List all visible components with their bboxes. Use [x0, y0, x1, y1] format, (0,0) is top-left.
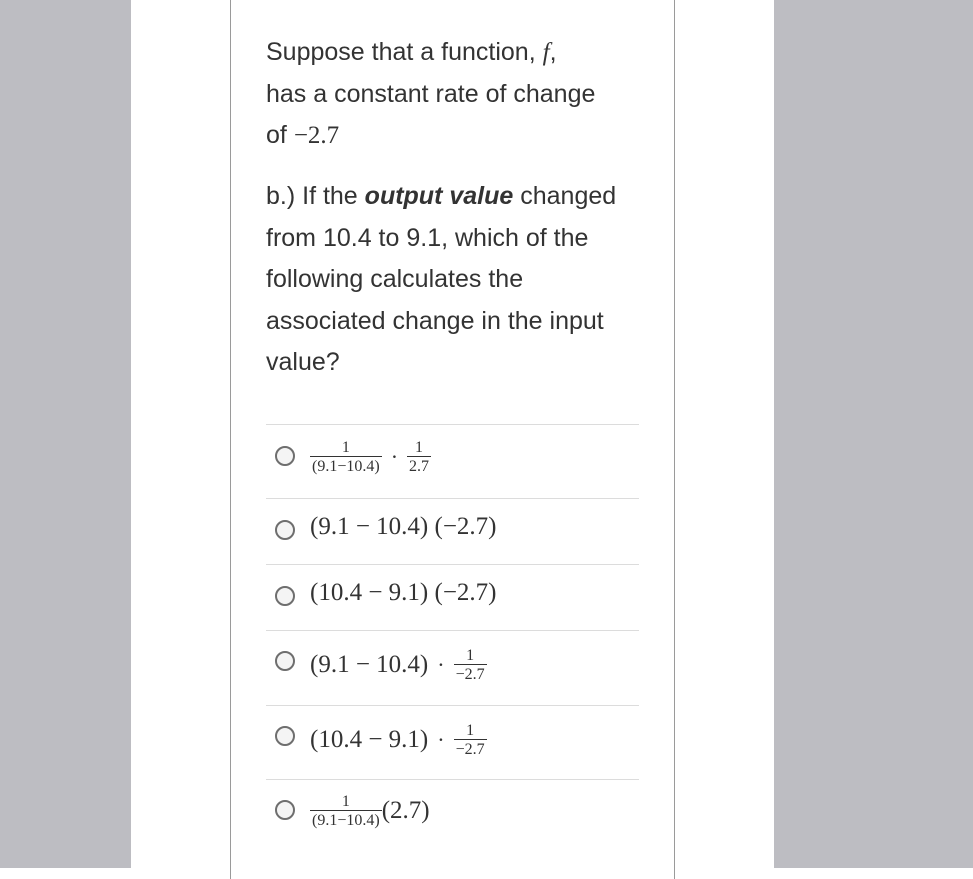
answer-option-5[interactable]: [266, 705, 639, 779]
left-gray-margin: [0, 0, 131, 868]
radio-button-6[interactable]: [275, 800, 295, 820]
stem-line-3: of −2.7: [266, 121, 340, 149]
option-4-fraction: $\frac{1}{-2.7}$: [455, 647, 485, 683]
stem-line-2: has a constant rate of change: [266, 79, 596, 108]
function-symbol: f: [542, 39, 550, 66]
option-6-expression: $\frac{1}{(9.1-10.4)}$ (2.7): [312, 793, 430, 829]
stem-line-1: Suppose that a function, f,: [266, 38, 557, 66]
option-5-fraction: $\frac{1}{-2.7}$: [455, 722, 485, 758]
right-gray-margin: [774, 0, 973, 868]
rate-value: −2.7: [293, 122, 340, 149]
option-4-expression: (9.1 − 10.4) · $\frac{1}{-2.7}$: [310, 647, 485, 683]
part-b-line-1: b.) If the output value changed: [266, 182, 617, 210]
answer-options: [266, 424, 639, 850]
part-b-line-4: associated change in the input: [266, 306, 604, 335]
option-1-expression: $\frac{1}{(9.1-10.4)}$ · $\frac{1}{2.7}$: [312, 439, 430, 475]
option-1-fraction-a: $\frac{1}{(9.1-10.4)}$: [312, 439, 380, 475]
part-b-line-2: from 10.4 to 9.1, which of the: [266, 223, 589, 252]
option-3-expression: (10.4 − 9.1) (−2.7): [310, 579, 497, 606]
option-6-fraction: $\frac{1}{(9.1-10.4)}$: [312, 793, 380, 829]
radio-button-1[interactable]: [275, 446, 295, 466]
part-b-line-5: value?: [266, 348, 340, 376]
question-stem: [266, 32, 646, 157]
option-1-fraction-b: $\frac{1}{2.7}$: [409, 439, 430, 475]
answer-option-1[interactable]: [266, 424, 639, 498]
answer-option-2[interactable]: [266, 498, 639, 564]
radio-button-4[interactable]: [275, 651, 295, 671]
answer-option-6[interactable]: [266, 779, 639, 850]
radio-button-3[interactable]: [275, 586, 295, 606]
answer-option-4[interactable]: [266, 630, 639, 705]
output-value-emphasis: output value: [364, 182, 514, 210]
radio-button-5[interactable]: [275, 726, 295, 746]
part-b-line-3: following calculates the: [266, 265, 524, 293]
question-part-b: [266, 176, 646, 384]
answer-option-3[interactable]: [266, 564, 639, 630]
radio-button-2[interactable]: [275, 520, 295, 540]
option-2-expression: (9.1 − 10.4) (−2.7): [310, 513, 497, 540]
option-5-expression: (10.4 − 9.1) · $\frac{1}{-2.7}$: [310, 722, 485, 758]
